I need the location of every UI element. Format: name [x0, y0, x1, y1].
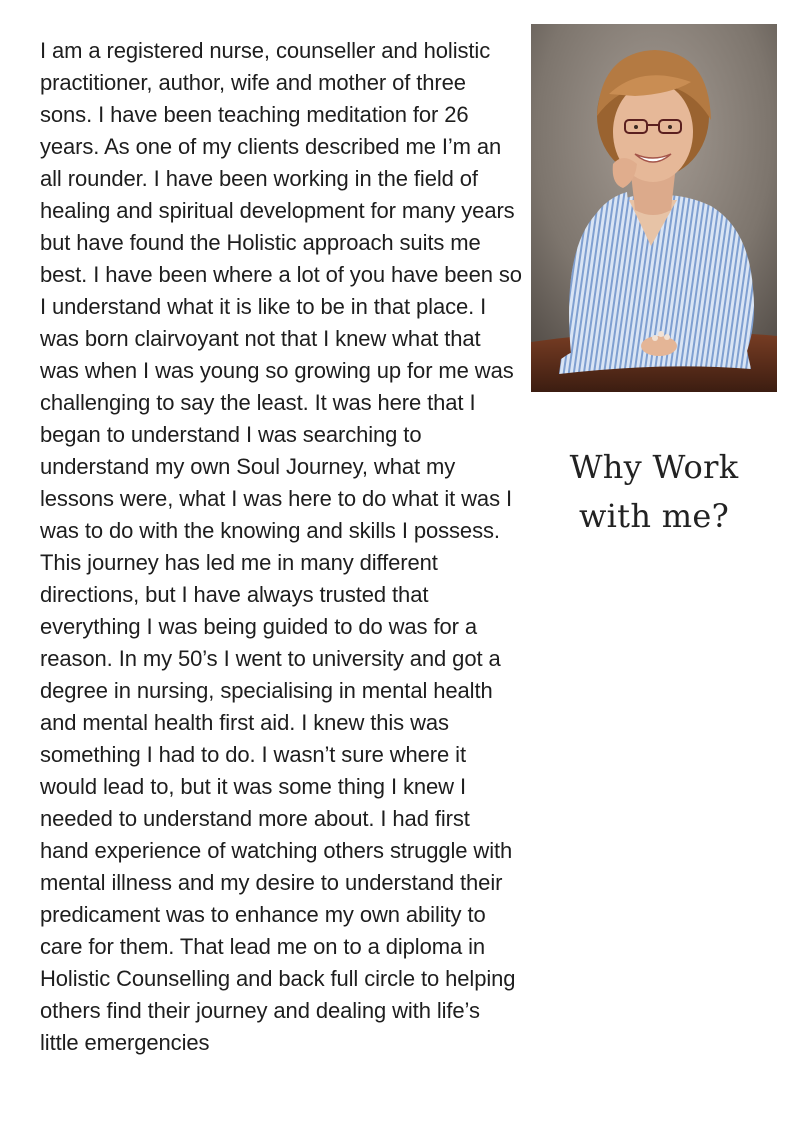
bio-paragraph: I am a registered nurse, counseller and holistic practitioner, author, wife and mother of three sons. I have been teaching meditation for 26 years. As one of my clients described me I’m an all rounder. I have been working in the field of healing and spiritual development for many years but have found the Holistic approach suits me best. I have been where a lot of you have been so I understand what it is like to be in that place. I was born clairvoyant not that I knew what that was when I was young so growing up for me was challenging to say the least. It was here that I began to understand I was searching to understand my own Soul Journey, what my lessons were, what I was here to do what it was I was to do with the knowing and skills I possess. This journey has led me in many different directions, but I have always trusted that everything I was being guided to do was for a reason. In my 50’s I went to university and got a degree in nursing, specialising in mental health and mental health first aid. I knew this was something I had to do. I wasn’t sure where it would lead to, but it was some thing I knew I needed to understand more about. I had first hand experience of watching others struggle with mental illness and my desire to understand their predicament was to enhance my own ability to care for them. That lead me on to a diploma in Holistic Counselling and back full circle to helping others find their journey and dealing with life’s little emergencies [40, 38, 522, 1055]
why-work-with-me-heading: Why Work with me? [569, 448, 739, 535]
portrait-photo [531, 24, 777, 392]
